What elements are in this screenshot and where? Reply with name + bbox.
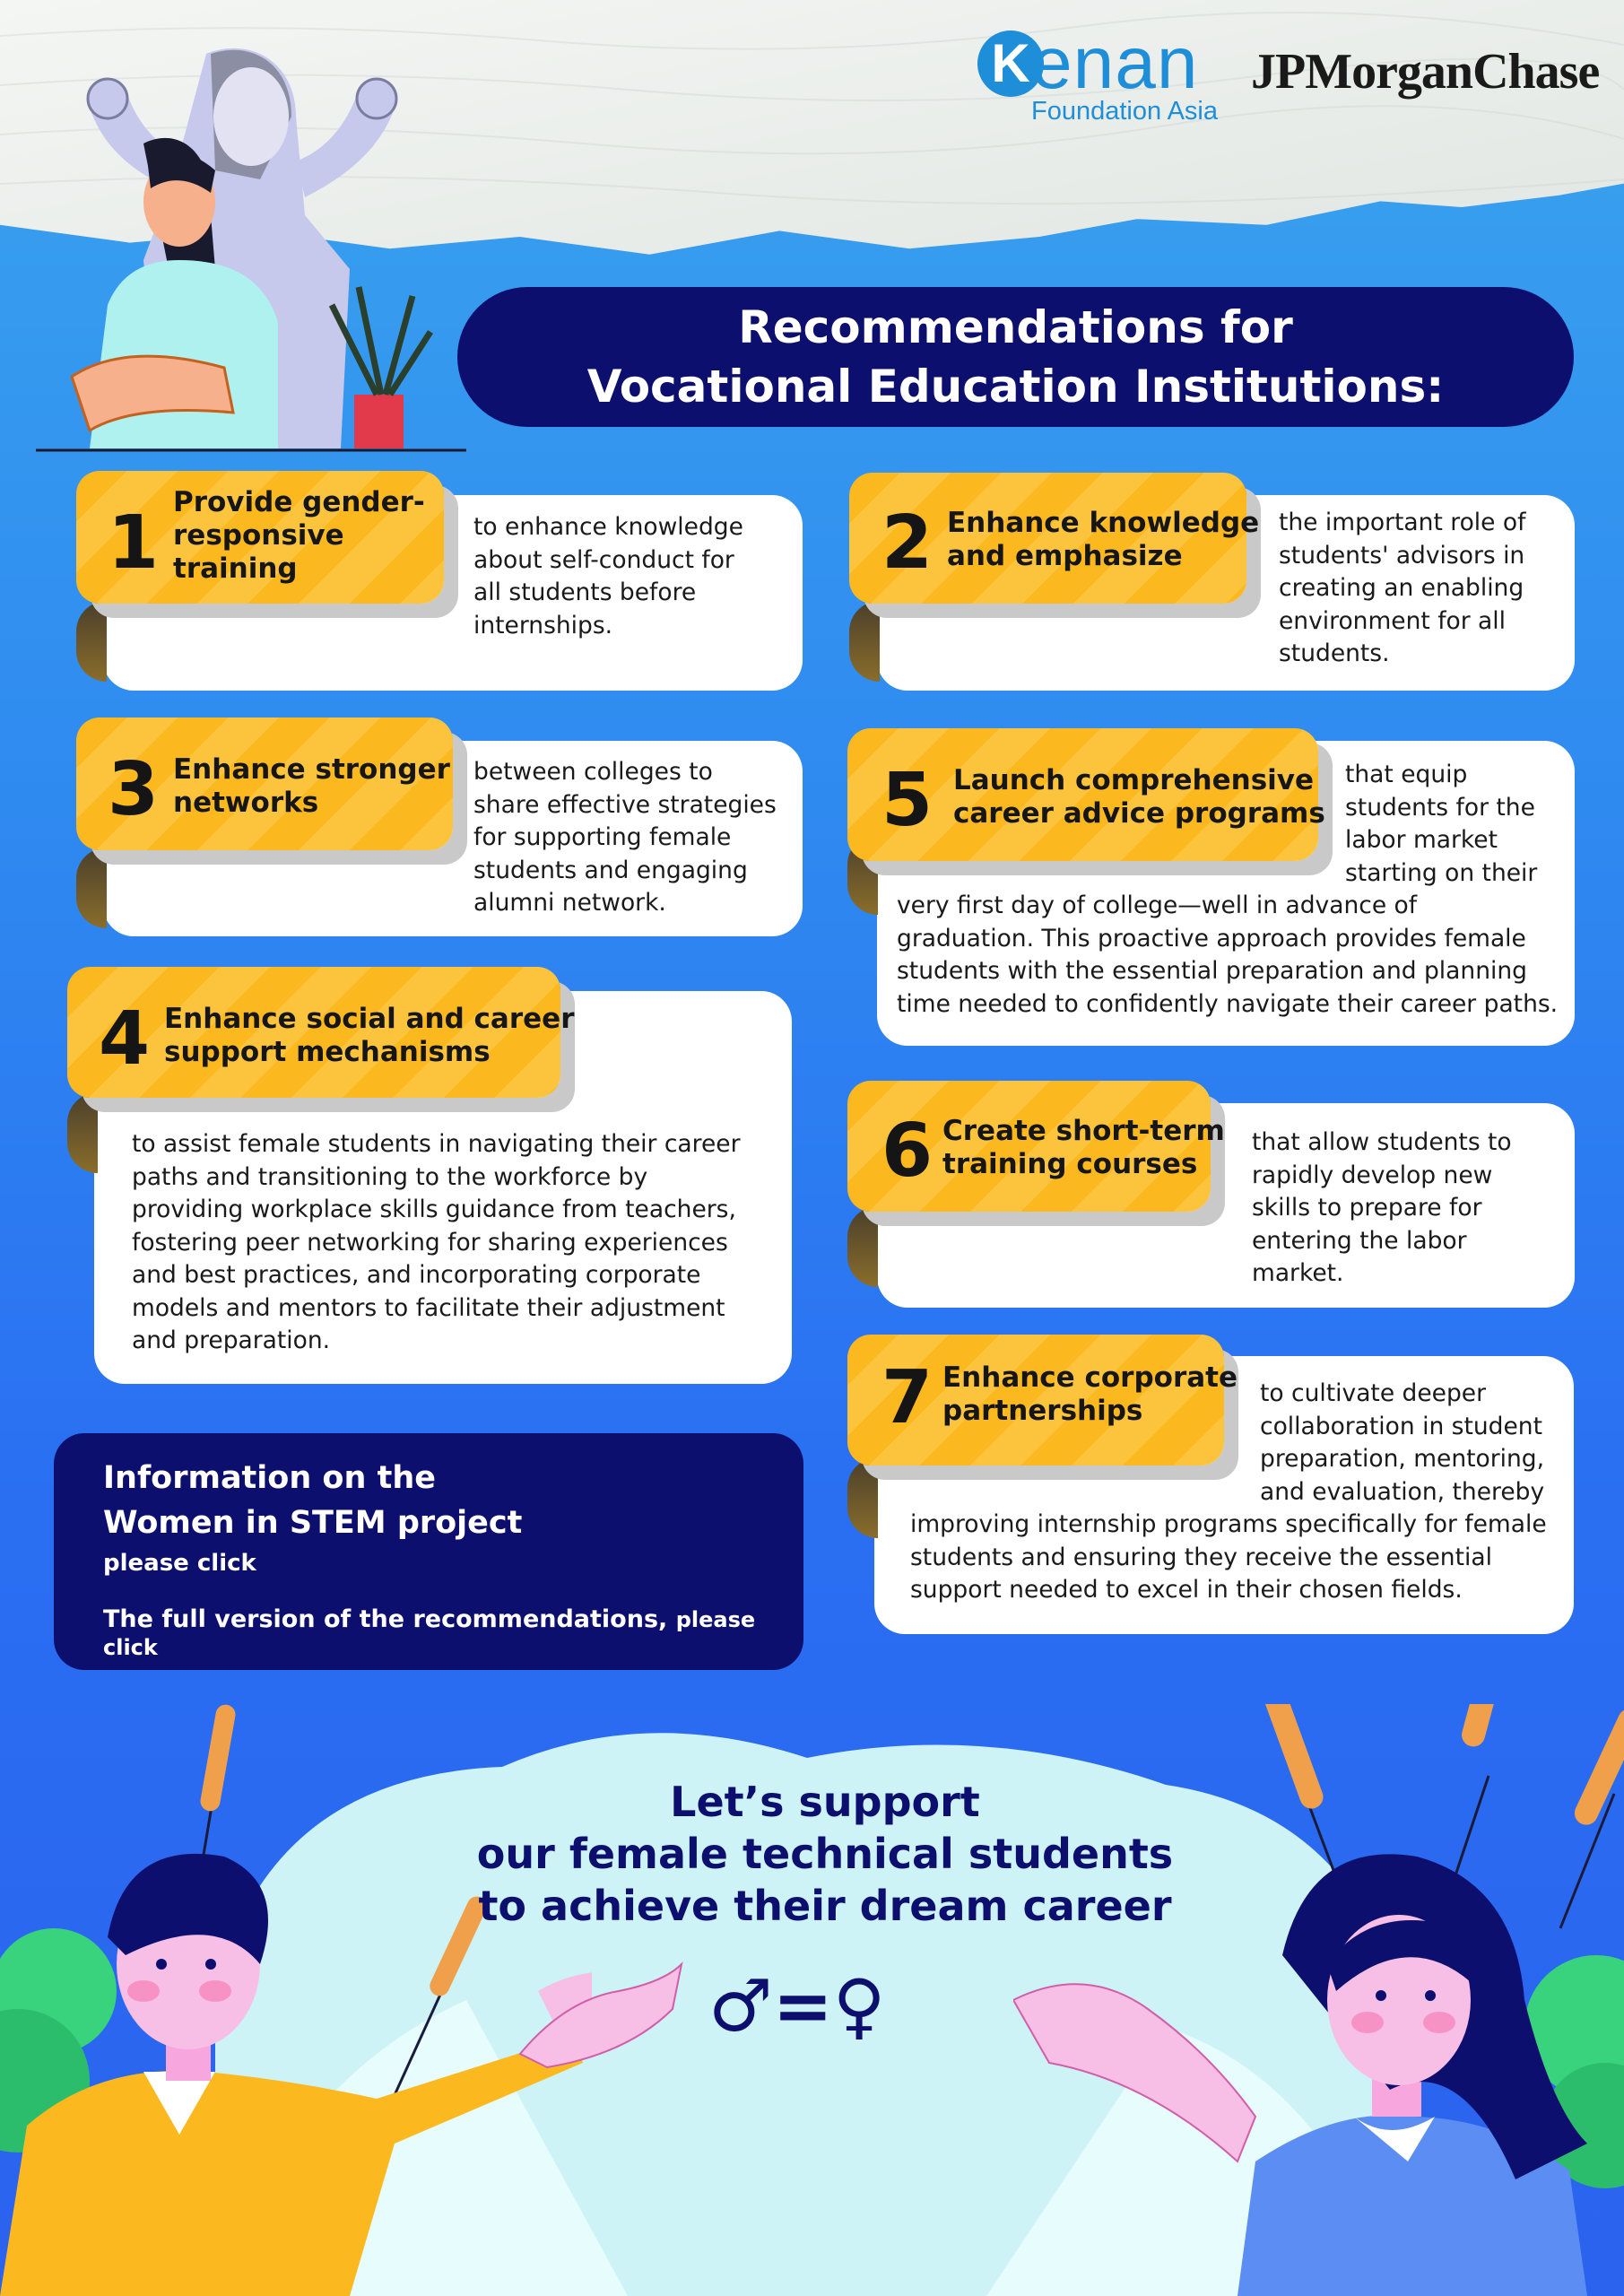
kenan-logo xyxy=(977,22,1238,126)
card-1-heading: Provide gender- responsive training xyxy=(173,486,425,585)
card-3-heading: Enhance stronger networks xyxy=(173,753,450,819)
card-6-heading: Create short-term training courses xyxy=(942,1115,1225,1180)
card-3-fold xyxy=(76,848,107,928)
card-7-number: 7 xyxy=(881,1355,934,1440)
card-1-body: to enhance knowledge about self-conduct for all students before internships. xyxy=(473,513,743,639)
card-2-body: the important role of students' advisors in creating an enabling environment for all students. xyxy=(1279,509,1526,667)
page-title-line2: Vocational Education Institutions: xyxy=(586,361,1445,413)
card-5-heading: Launch comprehensive career advice programs xyxy=(953,764,1325,830)
male-hand-icon xyxy=(511,1955,690,2072)
card-7-body: improving internship programs specifically for female students and ensuring they receive the essential support needed to excel in their chosen fields. xyxy=(910,1510,1547,1604)
card-3-body: between colleges to share effective strategies for supporting female students and engaging alumni network. xyxy=(473,758,777,917)
card-1-fold xyxy=(76,601,107,682)
women-flexing-illustration xyxy=(36,36,466,457)
card-5-body-side: that equip students for the labor market starting on their xyxy=(1345,761,1538,887)
info-title: Information on the Women in STEM project xyxy=(103,1460,523,1541)
card-4-heading: Enhance social and career support mechanisms xyxy=(164,1003,575,1068)
card-2-heading: Enhance knowledge and emphasize xyxy=(947,507,1260,572)
project-info-link[interactable]: please click xyxy=(103,1550,256,1577)
card-5-number: 5 xyxy=(881,758,934,843)
card-6-number: 6 xyxy=(881,1109,934,1194)
card-5-body: very first day of college—well in advance of graduation. This proactive approach provides female students with the essential preparation and planning time needed to confidently navigate their career paths. xyxy=(897,891,1559,1018)
card-7-fold xyxy=(847,1457,878,1538)
card-2-number: 2 xyxy=(881,500,934,586)
kenan-logo-mark: K xyxy=(977,30,1044,97)
full-recommendations-row xyxy=(103,1605,803,1661)
card-4-body: to assist female students in navigating their career paths and transitioning to the workforce by providing workplace skills guidance from teachers, fostering peer networking for sharing experiences and best practices, and incorporating corporate models and mentors to facilitate their adjustment and preparation. xyxy=(132,1130,741,1354)
slogan: Let’s support our female technical students to achieve their dream career xyxy=(476,1778,1174,1930)
card-6-fold xyxy=(847,1206,878,1287)
card-4-fold xyxy=(67,1092,98,1173)
info-box xyxy=(54,1433,803,1670)
card-1-number: 1 xyxy=(108,500,160,586)
card-6-body: that allow students to rapidly develop new skills to prepare for entering the labor market. xyxy=(1252,1128,1512,1287)
page-title xyxy=(457,287,1574,427)
kenan-logo-name: enan xyxy=(1031,22,1199,104)
card-4-number: 4 xyxy=(99,996,151,1082)
card-2-fold xyxy=(849,601,880,682)
gender-equality-icon: ♂=♀ xyxy=(708,1964,886,2048)
kenan-logo-subtitle: Foundation Asia xyxy=(1031,97,1218,126)
full-recommendations-link[interactable]: please click xyxy=(103,1607,756,1660)
jpmorganchase-logo: JPMorganChase xyxy=(1251,44,1600,100)
full-recommendations-label: The full version of the recommendations, xyxy=(103,1605,668,1633)
card-7-body-side: to cultivate deeper collaboration in student preparation, mentoring, and evaluation, thereby xyxy=(1260,1379,1545,1506)
page-title-line1: Recommendations for xyxy=(738,301,1293,353)
card-7-heading: Enhance corporate partnerships xyxy=(942,1361,1238,1427)
card-3-number: 3 xyxy=(108,747,160,832)
